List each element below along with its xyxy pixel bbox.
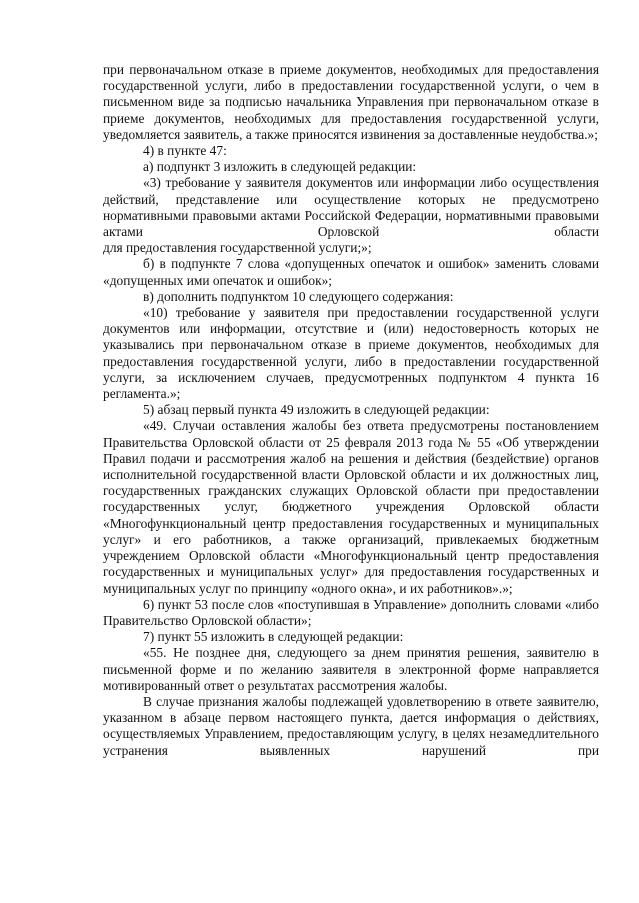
document-body	[103, 62, 599, 759]
paragraph: «49. Случаи оставления жалобы без ответа предусмотрены постановлением Правительства Орловской области от 25 февраля 2013 года № 55 «Об утверждении Правил подачи и рассмотрения жалоб на решения и действия (бездействие) органов исполнительной государственной власти Орловской области и их должностных лиц, государственных гражданских служащих Орловской области при предоставлении государственных услуг, бюджетного учреждения Орловской области «Многофункциональный центр предоставления государственных и муниципальных услуг» и его работников, а также организаций, привлекаемых бюджетным учреждением Орловской области «Многофункциональный центр предоставления государственных и муниципальных услуг» для предоставления государственных и муниципальных услуг по принципу «одного окна», и их работников».»;	[103, 418, 599, 596]
paragraph: «55. Не позднее дня, следующего за днем принятия решения, заявителю в письменной форме и по желанию заявителя в электронной форме направляется мотивированный ответ о результатах рассмотрения жалобы.	[103, 645, 599, 693]
paragraph: а) подпункт 3 изложить в следующей редакции:	[143, 159, 417, 175]
paragraph: 7) пункт 55 изложить в следующей редакции:	[143, 629, 404, 645]
paragraph: 4) в пункте 47:	[143, 143, 227, 159]
paragraph: «10) требование у заявителя при предоставлении государственной услуги документов или информации, отсутствие и (или) недостоверность которых не указывались при первоначальном отказе в приеме документов, необходимых для предоставления государственной услуги, либо в предоставлении государственной услуги, за исключением случаев, предусмотренных подпунктом 4 пункта 16 регламента.»;	[103, 305, 599, 402]
paragraph: «3) требование у заявителя документов или информации либо осуществления действий, представление или осуществление которых не предусмотрено нормативными правовыми актами Российской Федерации, нормативными правовыми актами Орловской области	[103, 175, 599, 240]
paragraph: для предоставления государственной услуги;»;	[103, 240, 372, 256]
paragraph: при первоначальном отказе в приеме документов, необходимых для предоставления государственной услуги, либо в предоставлении государственной услуги, о чем в письменном виде за подписью начальника Управления при первоначальном отказе в приеме документов, необходимых для предоставления государственной услуги, уведомляется заявитель, а также приносятся извинения за доставленные неудобства.»;	[103, 62, 599, 142]
paragraph: В случае признания жалобы подлежащей удовлетворению в ответе заявителю, указанном в абзаце первом настоящего пункта, дается информация о действиях, осуществляемых Управлением, предоставляющим услугу, в целях незамедлительного устранения выявленных нарушений при	[103, 693, 599, 758]
paragraph: 5) абзац первый пункта 49 изложить в следующей редакции:	[143, 402, 490, 418]
paragraph: в) дополнить подпунктом 10 следующего содержания:	[143, 288, 454, 304]
paragraph: 6) пункт 53 после слов «поступившая в Управление» дополнить словами «либо Правительство Орловской области»;	[103, 596, 599, 628]
paragraph: б) в подпункте 7 слова «допущенных опечаток и ошибок» заменить словами «допущенных ими опечаток и ошибок»;	[103, 256, 599, 288]
